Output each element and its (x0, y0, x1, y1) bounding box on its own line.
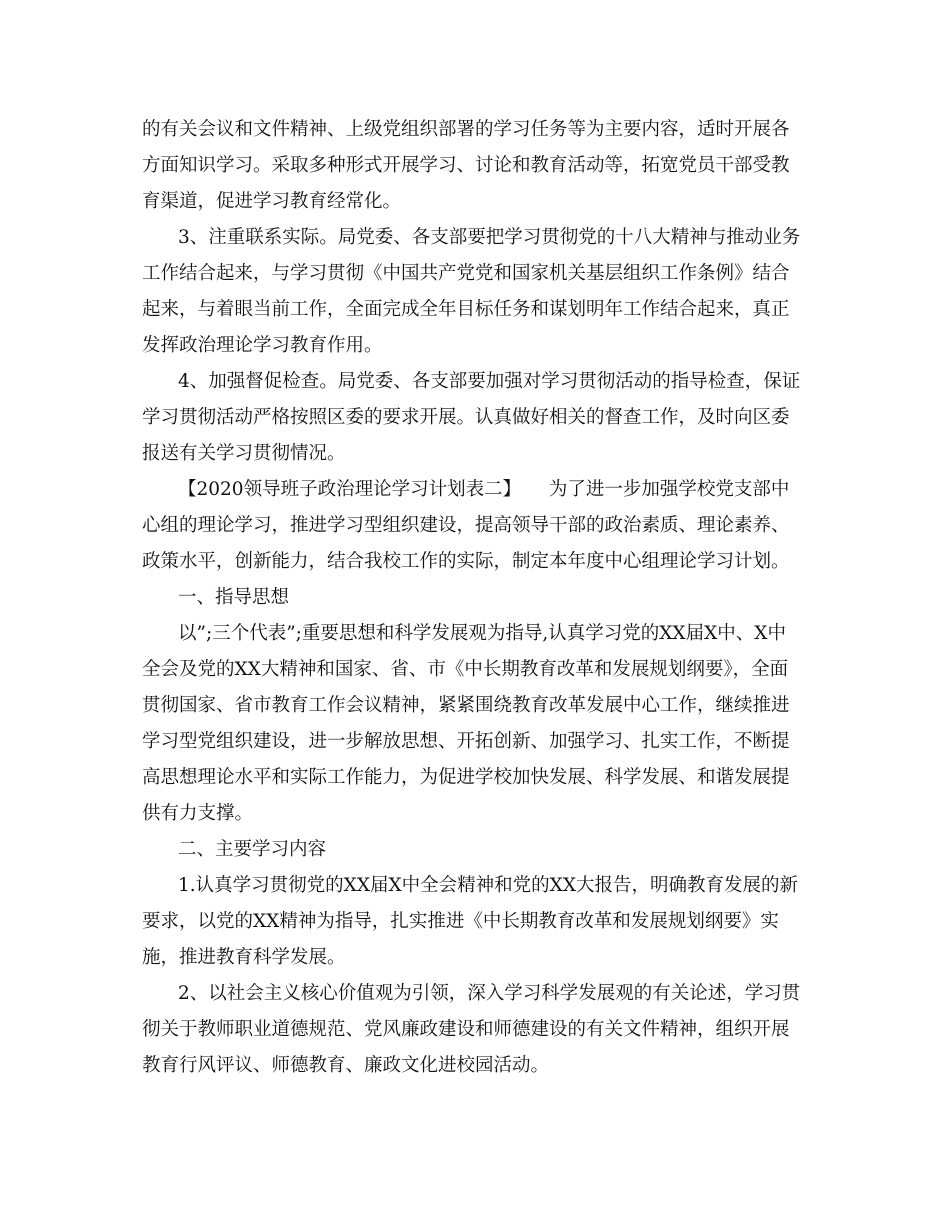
text-line: 3、注重联系实际。局党委、各支部要把学习贯彻党的十八大精神与推动业务 (178, 227, 801, 248)
text-line: 报送有关学习贯彻情况。 (142, 443, 346, 464)
text-line: 育渠道，促进学习教育经常化。 (142, 191, 402, 212)
text-line: 学习贯彻活动严格按照区委的要求开展。认真做好相关的督查工作，及时向区委 (142, 407, 790, 428)
text-line: 1.认真学习贯彻党的XX届X中全会精神和党的XX大报告，明确教育发展的新 (178, 875, 799, 896)
text-line: 2、以社会主义核心价值观为引领，深入学习科学发展观的有关论述，学习贯 (178, 983, 801, 1004)
text-line: 施，推进教育科学发展。 (142, 947, 346, 968)
text-line: 【2020领导班子政治理论学习计划表二】 为了进一步加强学校党支部中 (178, 479, 790, 500)
text-line: 供有力支撑。 (142, 803, 254, 824)
text-line: 彻关于教师职业道德规范、党风廉政建设和师德建设的有关文件精神，组织开展 (142, 1019, 790, 1040)
text-line: 4、加强督促检查。局党委、各支部要加强对学习贯彻活动的指导检查，保证 (178, 371, 801, 392)
text-line: 贯彻国家、省市教育工作会议精神，紧紧围绕教育改革发展中心工作，继续推进 (142, 695, 790, 716)
text-line: 起来，与着眼当前工作，全面完成全年目标任务和谋划明年工作结合起来，真正 (142, 299, 790, 320)
text-line: 工作结合起来，与学习贯彻《中国共产党党和国家机关基层组织工作条例》结合 (142, 263, 790, 284)
text-line: 政策水平，创新能力，结合我校工作的实际，制定本年度中心组理论学习计划。 (142, 551, 790, 572)
text-line: 全会及党的XX大精神和国家、省、市《中长期教育改革和发展规划纲要》，全面 (142, 659, 789, 680)
text-line: 教育行风评议、师德教育、廉政文化进校园活动。 (142, 1055, 550, 1076)
text-line: 高思想理论水平和实际工作能力，为促进学校加快发展、科学发展、和谐发展提 (142, 767, 790, 788)
text-line: 发挥政治理论学习教育作用。 (142, 335, 383, 356)
text-line: 学习型党组织建设，进一步解放思想、开拓创新、加强学习、扎实工作，不断提 (142, 731, 790, 752)
text-line: 的有关会议和文件精神、上级党组织部署的学习任务等为主要内容，适时开展各 (142, 119, 790, 140)
text-line: 心组的理论学习，推进学习型组织建设，提高领导干部的政治素质、理论素养、 (142, 515, 790, 536)
text-line: 要求，以党的XX精神为指导，扎实推进《中长期教育改革和发展规划纲要》实 (142, 911, 779, 932)
text-line: 方面知识学习。采取多种形式开展学习、讨论和教育活动等，拓宽党员干部受教 (142, 155, 790, 176)
section-heading: 二、主要学习内容 (178, 839, 327, 860)
text-line: 以”;三个代表”;重要思想和科学发展观为指导,认真学习党的XX届X中、X中 (178, 623, 786, 644)
section-heading: 一、指导思想 (178, 587, 290, 608)
